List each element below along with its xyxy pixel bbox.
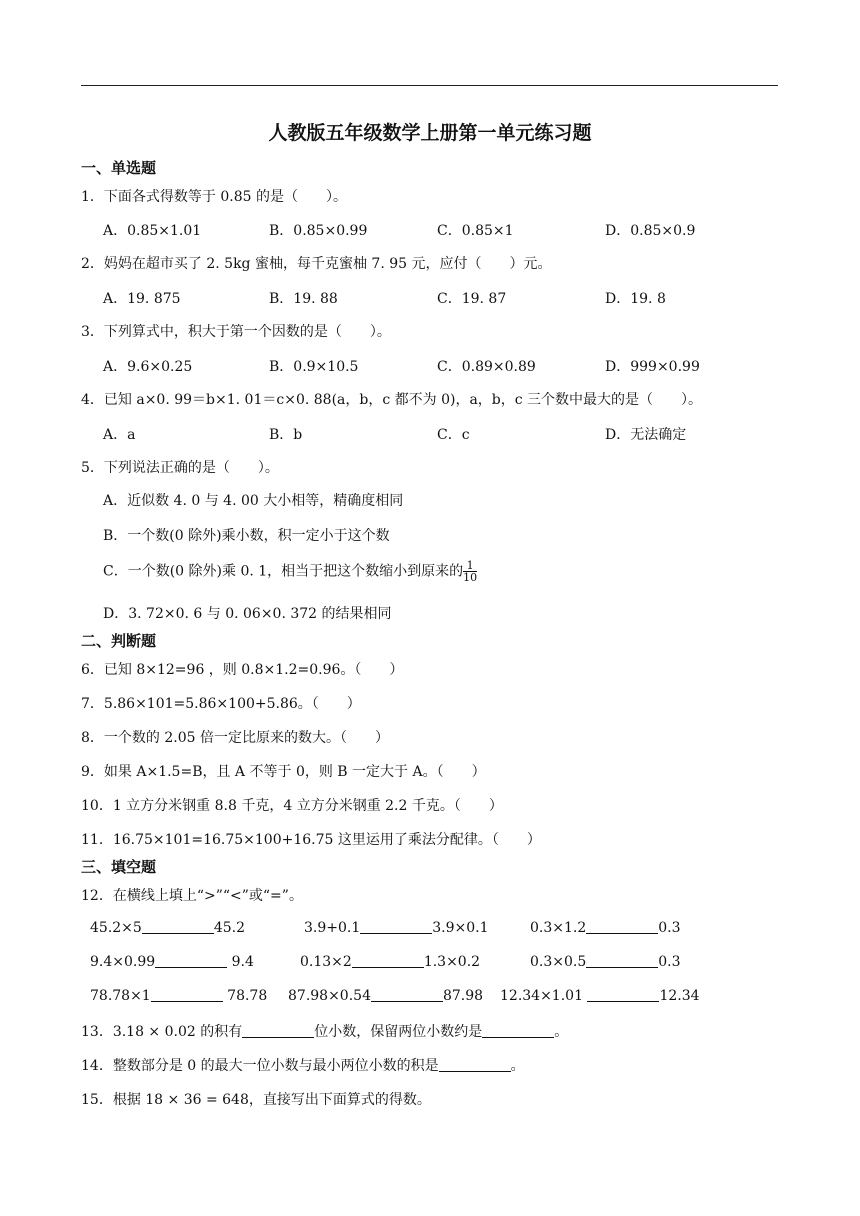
- compare-item: 78.78×1 78.78: [90, 988, 268, 1004]
- q3-option-a[interactable]: A．9.6×0.25: [103, 359, 193, 375]
- question-3: 3．下列算式中，积大于第一个因数的是（ ）。: [81, 324, 391, 340]
- question-9: 9．如果 A×1.5=B，且 A 不等于 0，则 B 一定大于 A。（ ）: [81, 764, 486, 780]
- header-rule: [81, 85, 778, 86]
- answer-blank[interactable]: [371, 987, 443, 1002]
- q2-option-a[interactable]: A．19. 875: [103, 291, 181, 307]
- answer-blank[interactable]: [151, 987, 223, 1002]
- q2-option-c[interactable]: C．19. 87: [437, 291, 507, 307]
- answer-blank[interactable]: [360, 919, 432, 934]
- q2-option-b[interactable]: B．19. 88: [269, 291, 338, 307]
- q5-option-c-text: C．一个数(0 除外)乘 0. 1，相当于把这个数缩小到原来的: [103, 563, 464, 580]
- answer-blank[interactable]: [352, 953, 424, 968]
- q3-option-d[interactable]: D．999×0.99: [605, 359, 700, 375]
- question-1: 1．下面各式得数等于 0.85 的是（ ）。: [81, 189, 347, 205]
- question-2: 2．妈妈在超市买了 2. 5kg 蜜柚，每千克蜜柚 7. 95 元，应付（ ）元。: [81, 256, 552, 272]
- answer-blank[interactable]: [587, 987, 659, 1002]
- question-6: 6．已知 8×12=96 ，则 0.8×1.2=0.96。（ ）: [81, 662, 404, 678]
- question-14: 14．整数部分是 0 的最大一位小数与最小两位小数的积是 。: [81, 1058, 525, 1074]
- answer-blank[interactable]: [142, 919, 214, 934]
- section-heading-fill-in: 三、填空题: [81, 858, 157, 876]
- q1-option-b[interactable]: B．0.85×0.99: [269, 223, 368, 239]
- q5-option-a[interactable]: A．近似数 4. 0 与 4. 00 大小相等，精确度相同: [103, 493, 404, 509]
- answer-blank[interactable]: [439, 1057, 511, 1072]
- section-heading-single-choice: 一、单选题: [81, 159, 157, 177]
- question-8: 8．一个数的 2.05 倍一定比原来的数大。（ ）: [81, 730, 389, 746]
- answer-blank[interactable]: [242, 1023, 314, 1038]
- compare-row-1: [90, 919, 790, 939]
- q1-option-a[interactable]: A．0.85×1.01: [103, 223, 202, 239]
- compare-item: 0.13×2 1.3×0.2: [300, 954, 481, 970]
- q5-option-d[interactable]: D．3. 72×0. 6 与 0. 06×0. 372 的结果相同: [103, 606, 392, 622]
- compare-item: 12.34×1.01 12.34: [500, 988, 700, 1004]
- q3-option-b[interactable]: B．0.9×10.5: [269, 359, 359, 375]
- compare-item: 87.98×0.54 87.98: [288, 988, 484, 1004]
- question-11: 11．16.75×101=16.75×100+16.75 这里运用了乘法分配律。（ ）: [81, 832, 541, 848]
- question-4: 4．已知 a×0. 99＝b×1. 01＝c×0. 88(a，b，c 都不为 0)，a，b，c 三个数中最大的是（ ）。: [81, 392, 703, 408]
- compare-item: 9.4×0.99 9.4: [90, 954, 254, 970]
- compare-row-2: [90, 953, 790, 973]
- q2-option-d[interactable]: D．19. 8: [605, 291, 666, 307]
- question-10: 10．1 立方分米钢重 8.8 千克，4 立方分米钢重 2.2 千克。（ ）: [81, 798, 503, 814]
- answer-blank[interactable]: [155, 953, 227, 968]
- section-heading-true-false: 二、判断题: [81, 632, 157, 650]
- question-5: 5．下列说法正确的是（ ）。: [81, 460, 279, 476]
- q1-option-c[interactable]: C．0.85×1: [437, 223, 514, 239]
- q5-option-c[interactable]: [103, 560, 477, 583]
- compare-row-3: [90, 987, 790, 1007]
- compare-item: 0.3×0.5 0.3: [530, 954, 681, 970]
- fraction-one-tenth: $\frac{1}{10}$: [463, 559, 478, 584]
- compare-item: 0.3×1.2 0.3: [530, 920, 681, 936]
- answer-blank[interactable]: [586, 919, 658, 934]
- q5-option-b[interactable]: B．一个数(0 除外)乘小数，积一定小于这个数: [103, 528, 390, 544]
- q4-option-b[interactable]: B．b: [269, 427, 303, 443]
- q4-option-c[interactable]: C．c: [437, 427, 470, 443]
- q1-option-d[interactable]: D．0.85×0.9: [605, 223, 696, 239]
- q4-option-d[interactable]: D．无法确定: [605, 427, 687, 443]
- compare-item: 45.2×5 45.2: [90, 920, 245, 936]
- question-13: 13．3.18 × 0.02 的积有 位小数，保留两位小数约是 。: [81, 1024, 569, 1040]
- q3-option-c[interactable]: C．0.89×0.89: [437, 359, 536, 375]
- compare-item: 3.9+0.1 3.9×0.1: [304, 920, 489, 936]
- page-title: 人教版五年级数学上册第一单元练习题: [268, 122, 592, 144]
- q4-option-a[interactable]: A．a: [103, 427, 136, 443]
- question-7: 7．5.86×101=5.86×100+5.86。（ ）: [81, 696, 361, 712]
- question-12: 12．在横线上填上“>”“<”或“=”。: [81, 888, 303, 904]
- answer-blank[interactable]: [586, 953, 658, 968]
- answer-blank[interactable]: [482, 1023, 554, 1038]
- question-15: 15．根据 18 × 36 = 648，直接写出下面算式的得数。: [81, 1092, 431, 1108]
